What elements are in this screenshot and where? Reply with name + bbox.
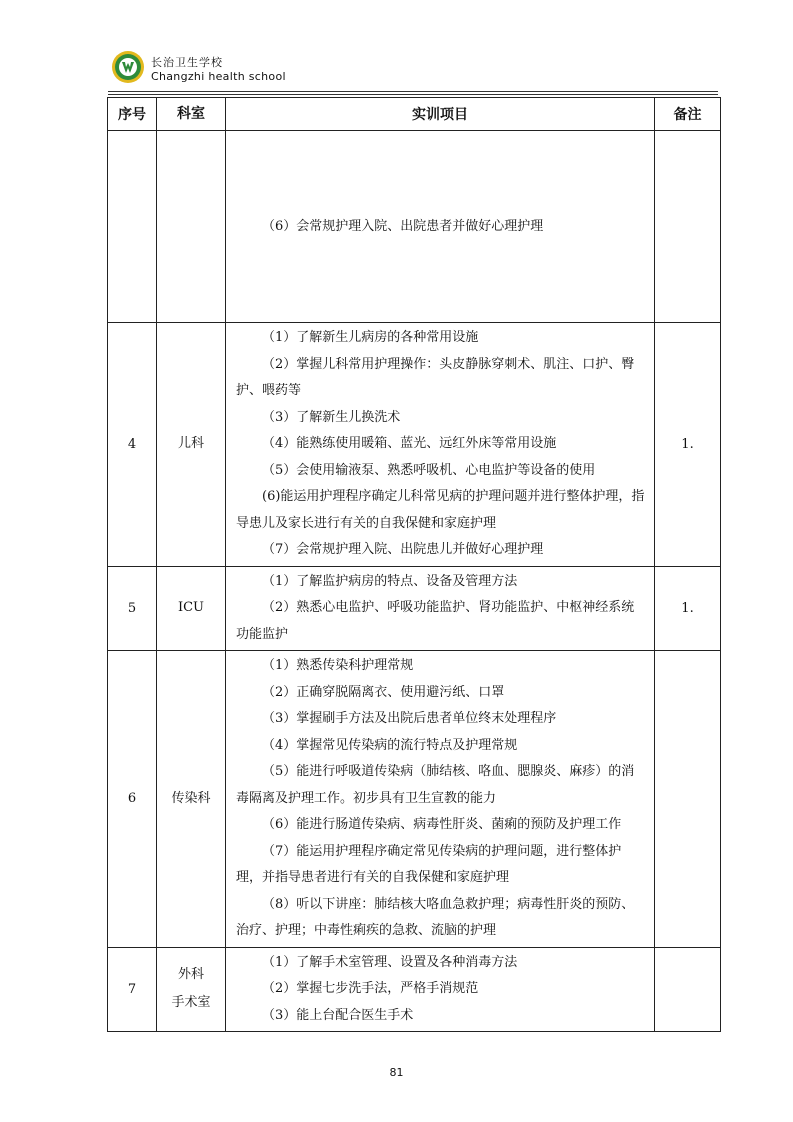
table-row	[108, 566, 721, 651]
school-logo-icon	[111, 50, 145, 84]
col-header-dept: 科室	[157, 98, 226, 131]
row-note: 1.	[655, 566, 721, 651]
table-row	[108, 323, 721, 567]
col-header-note: 备注	[655, 98, 721, 131]
item-line: （5）能进行呼吸道传染病（肺结核、咯血、腮腺炎、麻疹）的消毒隔离及护理工作。初步具有卫生宣教的能力	[236, 764, 635, 806]
item-line: （1）了解手术室管理、设置及各种消毒方法	[262, 954, 518, 970]
item-line: （1）熟悉传染科护理常规	[262, 658, 414, 673]
item-line: （2）熟悉心电监护、呼吸功能监护、肾功能监护、中枢神经系统功能监护	[236, 600, 635, 642]
school-name-cn: 长治卫生学校	[151, 56, 223, 69]
item-line: （4）能熟练使用暖箱、蓝光、远红外床等常用设施	[262, 436, 557, 451]
item-line: (6)能运用护理程序确定儿科常见病的护理问题并进行整体护理，指导患儿及家长进行有关的自我保健和家庭护理	[236, 489, 645, 531]
row-no: 7	[108, 947, 157, 1032]
table-row	[108, 131, 721, 323]
item-line: （2）掌握七步洗手法，严格手消规范	[262, 981, 479, 996]
page-number: 81	[389, 1066, 404, 1079]
col-header-items: 实训项目	[226, 98, 655, 131]
item-line: （3）能上台配合医生手术	[262, 1007, 414, 1023]
item-line: （6）会常规护理入院、出院患者并做好心理护理	[262, 219, 544, 235]
table-header-row	[108, 98, 721, 131]
row-items	[226, 566, 655, 651]
training-table	[107, 97, 721, 1032]
table-row	[108, 947, 721, 1032]
row-items	[226, 131, 655, 323]
item-line: （6）能进行肠道传染病、病毒性肝炎、菌痢的预防及护理工作	[262, 817, 622, 832]
row-items	[226, 947, 655, 1032]
school-name-en: Changzhi health school	[151, 70, 286, 83]
row-no: 6	[108, 651, 157, 948]
item-line: （1）了解监护病房的特点、设备及管理方法	[262, 573, 518, 589]
item-line: （8）听以下讲座：肺结核大咯血急救护理；病毒性肝炎的预防、治疗、护理；中毒性痢疾的急救、流脑的护理	[236, 896, 635, 938]
col-header-no: 序号	[108, 98, 157, 131]
row-items	[226, 323, 655, 567]
row-no	[108, 131, 157, 323]
row-dept: 儿科	[157, 323, 226, 567]
table-row	[108, 651, 721, 948]
item-line: （3）了解新生儿换洗术	[262, 409, 401, 425]
item-line: （2）掌握儿科常用护理操作：头皮静脉穿刺术、肌注、口护、臀护、喂药等	[236, 356, 635, 398]
row-dept	[157, 131, 226, 323]
row-note: 1.	[655, 323, 721, 567]
row-no: 5	[108, 566, 157, 651]
row-dept	[157, 947, 226, 1032]
header-divider	[108, 91, 718, 92]
row-items	[226, 651, 655, 948]
item-line: （4）掌握常见传染病的流行特点及护理常规	[262, 737, 518, 753]
page-header	[108, 44, 718, 90]
item-line: （2）正确穿脱隔离衣、使用避污纸、口罩	[262, 684, 505, 700]
item-line: （3）掌握刷手方法及出院后患者单位终末处理程序	[262, 711, 557, 726]
item-line: （1）了解新生儿病房的各种常用设施	[262, 330, 479, 345]
item-line: （7）会常规护理入院、出院患儿并做好心理护理	[262, 542, 544, 557]
row-dept: 传染科	[157, 651, 226, 948]
item-line: （5）会使用输液泵、熟悉呼吸机、心电监护等设备的使用	[262, 462, 596, 478]
dept-line: 手术室	[171, 995, 211, 1011]
row-note	[655, 131, 721, 323]
row-note	[655, 651, 721, 948]
dept-line: 外科	[177, 967, 204, 983]
row-no: 4	[108, 323, 157, 567]
item-line: （7）能运用护理程序确定常见传染病的护理问题，进行整体护理，并指导患者进行有关的自我保健和家庭护理	[236, 843, 622, 885]
header-divider-thin	[108, 94, 718, 95]
row-note	[655, 947, 721, 1032]
row-dept: ICU	[157, 566, 226, 651]
